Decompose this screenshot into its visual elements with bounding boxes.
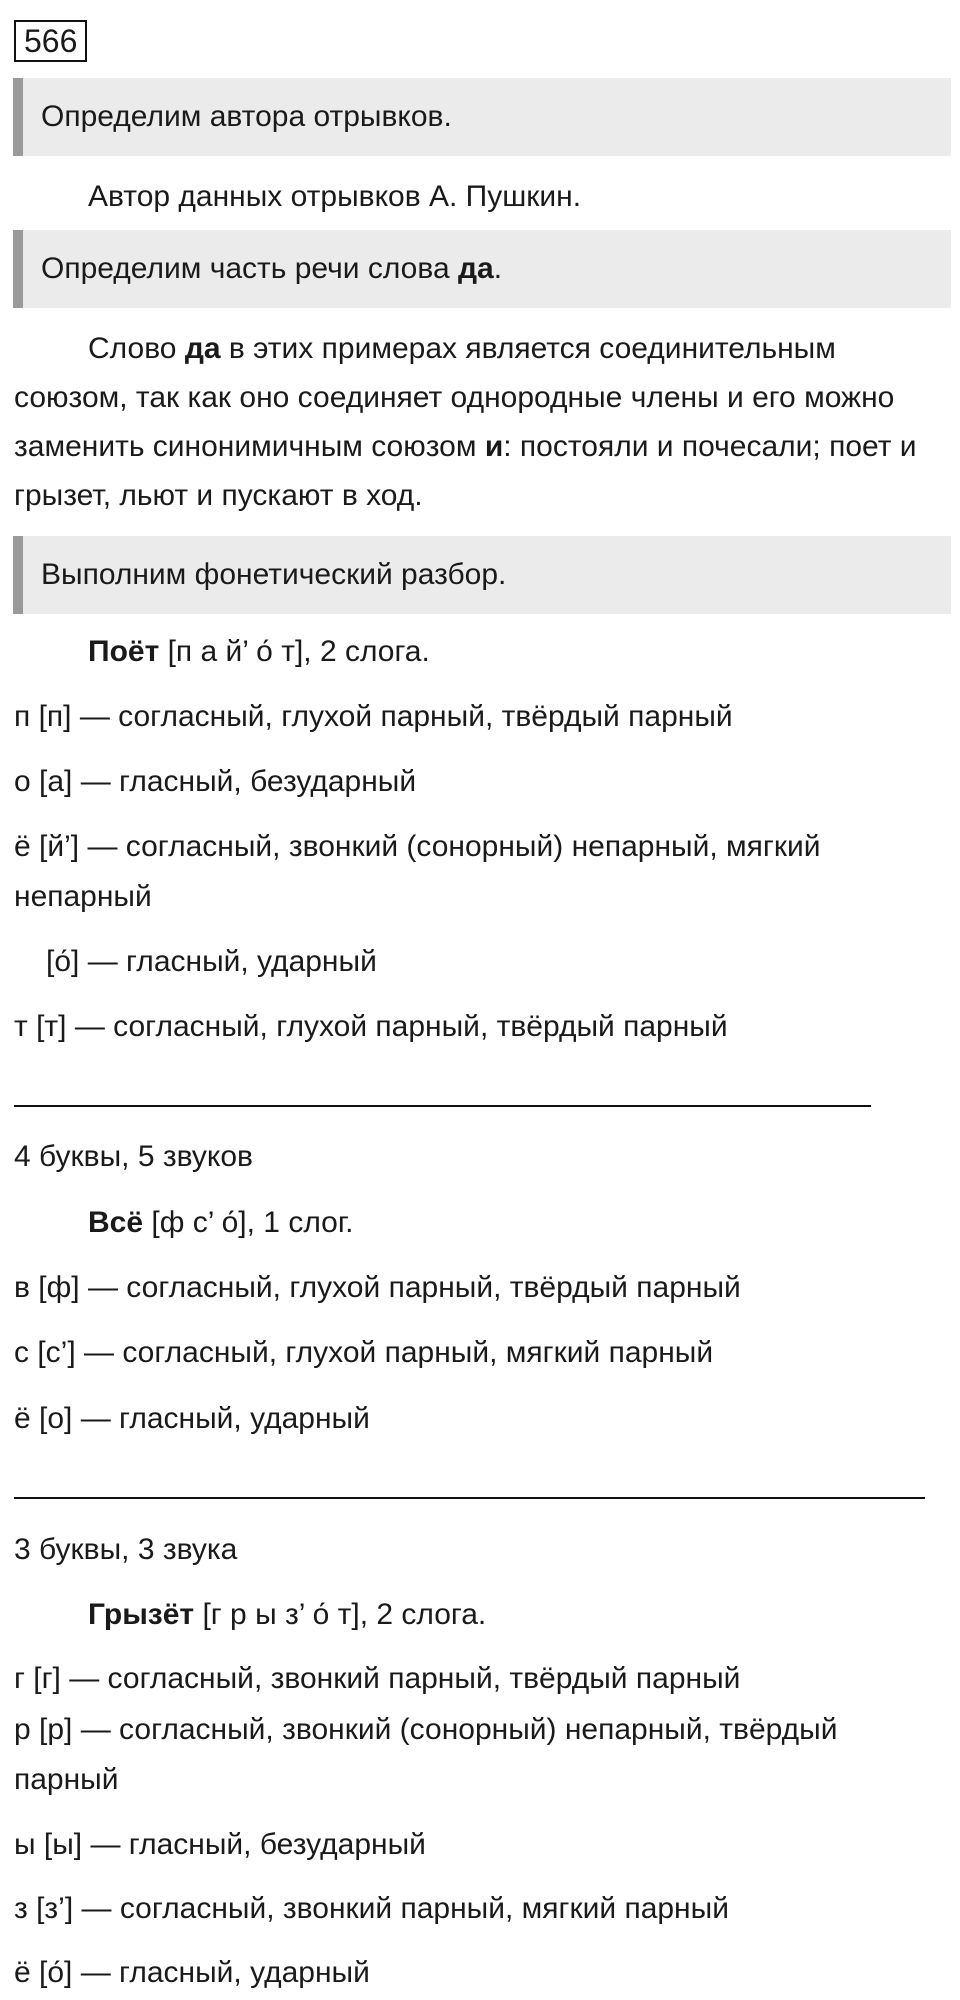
- keyword: да: [184, 332, 221, 365]
- transcription: [ф с’ о́], 1 слог.: [143, 1206, 354, 1239]
- conjunction-explanation: [14, 324, 944, 520]
- task-number: 566: [14, 20, 87, 62]
- divider-line: [14, 1497, 925, 1499]
- section-banner-part-of-speech: [13, 230, 951, 308]
- sound-line: в [ф] — согласный, глухой парный, твёрдый парный: [14, 1271, 741, 1304]
- word-heading: [14, 1198, 944, 1248]
- word: Грызёт: [88, 1598, 195, 1631]
- word-summary: 4 буквы, 5 звуков: [14, 1140, 253, 1173]
- sound-line: г [г] — согласный, звонкий парный, твёрдый парный: [14, 1662, 741, 1695]
- word-heading: [14, 627, 944, 677]
- sound-line: о [а] — гласный, безударный: [14, 765, 417, 798]
- sound-line: з [з’] — согласный, звонкий парный, мягкий парный: [14, 1892, 729, 1925]
- banner-word: да: [457, 252, 494, 285]
- sound-line: ё [о] — гласный, ударный: [14, 1402, 370, 1435]
- word: Поёт: [88, 635, 160, 668]
- banner-text: Определим часть речи слова: [41, 252, 458, 285]
- sound-line: с [с’] — согласный, глухой парный, мягкий парный: [14, 1336, 714, 1369]
- sound-line: ё [й’] — согласный, звонкий (сонорный) непарный, мягкий непарный: [14, 830, 821, 913]
- sound-line: р [р] — согласный, звонкий (сонорный) непарный, твёрдый парный: [14, 1713, 838, 1796]
- section-banner-phonetic: Выполним фонетический разбор.: [13, 536, 951, 614]
- text: Слово: [88, 332, 185, 365]
- divider-line: [14, 1105, 871, 1107]
- text: : постояли и почесали; поет и грызет, льют и пускают в ход.: [14, 430, 917, 512]
- word-summary: 3 буквы, 3 звука: [14, 1533, 238, 1566]
- sound-line: ы [ы] — гласный, безударный: [14, 1828, 426, 1861]
- transcription: [г р ы з’ о́ т], 2 слога.: [194, 1598, 487, 1631]
- keyword: и: [484, 430, 504, 463]
- banner-text-end: .: [493, 252, 503, 285]
- author-answer: Автор данных отрывков А. Пушкин.: [88, 180, 582, 213]
- sound-line: п [п] — согласный, глухой парный, твёрдый парный: [14, 700, 733, 733]
- word: Всё: [88, 1206, 144, 1239]
- sound-line: ё [о́] — гласный, ударный: [14, 1956, 370, 1989]
- sound-line: [о́] — гласный, ударный: [46, 945, 377, 978]
- section-banner-author: Определим автора отрывков.: [13, 78, 951, 156]
- transcription: [п а й’ о́ т], 2 слога.: [159, 635, 430, 668]
- word-heading: [14, 1590, 944, 1640]
- sound-line: т [т] — согласный, глухой парный, твёрдый парный: [14, 1010, 728, 1043]
- text: в этих примерах является соединительным союзом, так как оно соединяет однородные члены и его можно заменить синонимичным союзом: [14, 332, 895, 463]
